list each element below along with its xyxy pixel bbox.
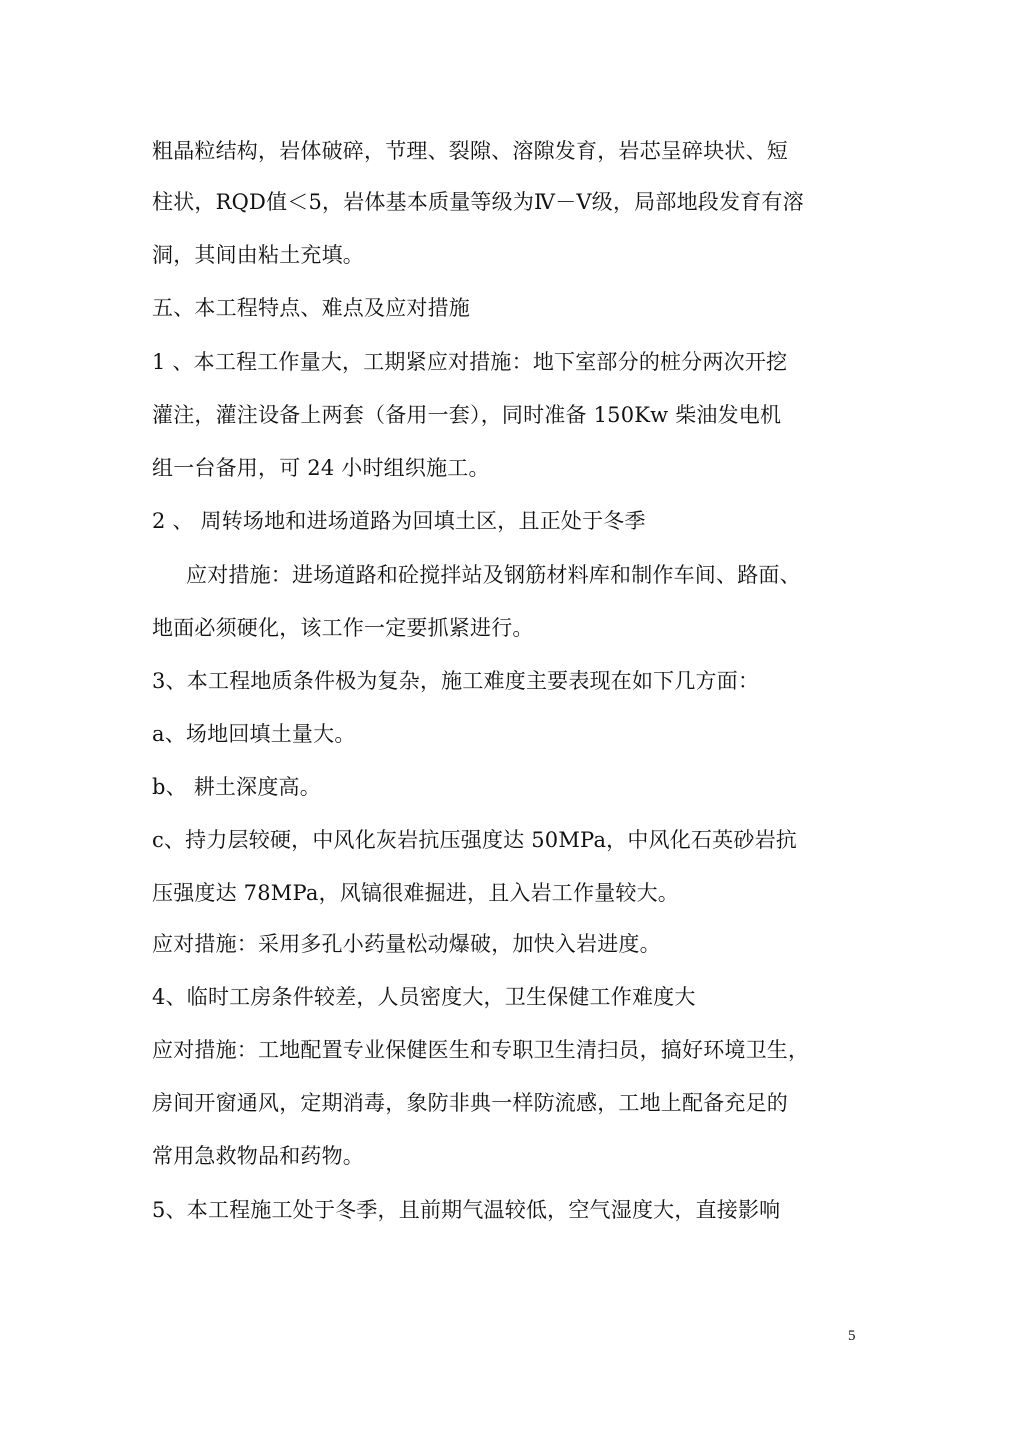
text-line: 应对措施：工地配置专业保健医生和专职卫生清扫员，搞好环境卫生， [152,1038,810,1062]
section-heading: 五、本工程特点、难点及应对措施 [152,296,470,320]
text-line: c、持力层较硬，中风化灰岩抗压强度达 50MPa，中风化石英砂岩抗 [152,828,797,852]
text-line: 2 、 周转场地和进场道路为回填土区，且正处于冬季 [152,509,646,533]
text-line: 柱状，RQD值＜5，岩体基本质量等级为Ⅳ－Ⅴ级，局部地段发育有溶 [152,190,804,214]
text-line: 压强度达 78MPa，风镐很难掘进，且入岩工作量较大。 [152,881,680,905]
text-line: 房间开窗通风，定期消毒，象防非典一样防流感，工地上配备充足的 [152,1091,788,1115]
text-line: 组一台备用，可 24 小时组织施工。 [152,456,490,480]
page-number: 5 [848,1328,856,1344]
text-line: 4、临时工房条件较差，人员密度大，卫生保健工作难度大 [152,985,696,1009]
text-line: 应对措施：采用多孔小药量松动爆破，加快入岩进度。 [152,932,661,956]
text-line: a、场地回填土量大。 [152,722,356,746]
text-line: 粗晶粒结构，岩体破碎，节理、裂隙、溶隙发育，岩芯呈碎块状、短 [152,139,788,163]
text-line: 地面必须硬化，该工作一定要抓紧进行。 [152,616,534,640]
text-line: 3、本工程地质条件极为复杂，施工难度主要表现在如下几方面： [152,669,760,693]
text-line: 5、本工程施工处于冬季，且前期气温较低，空气湿度大，直接影响 [152,1198,781,1222]
text-line: 1 、本工程工作量大，工期紧应对措施：地下室部分的桩分两次开挖 [152,350,788,374]
text-line: 洞，其间由粘土充填。 [152,243,364,267]
text-line: 常用急救物品和药物。 [152,1144,364,1168]
text-line: b、 耕土深度高。 [152,775,321,799]
text-line: 灌注，灌注设备上两套（备用一套），同时准备 150Kw 柴油发电机 [152,403,782,427]
text-line: 应对措施：进场道路和砼搅拌站及钢筋材料库和制作车间、路面、 [186,563,801,587]
